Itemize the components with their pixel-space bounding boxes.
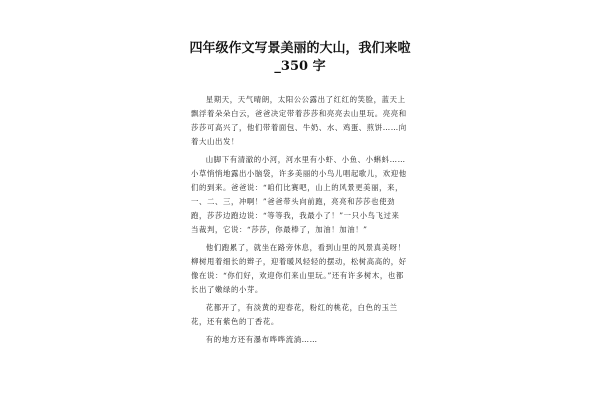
paragraph: 他们跑累了，就坐在路旁休息，看到山里的风景真美呀！柳树甩着细长的辫子，迎着暖风轻轻的摆动，松树高高的，好像在说：“你们好，欢迎你们来山里玩。”还有许多树木，也都长出了嫩绿的小芽。: [191, 243, 407, 294]
paragraph: 星期天，天气晴朗，太阳公公露出了红红的笑脸，蓝天上飘浮着朵朵白云，爸爸决定带着莎莎和亮亮去山里玩。亮亮和莎莎可高兴了，他们带着面包、牛奶、水、鸡蛋、煎饼……向着大山出发！: [191, 95, 407, 146]
paragraph: 花都开了，有淡黄的迎春花，粉红的桃花，白色的玉兰花，还有紫色的丁香花。: [191, 303, 398, 326]
document-title: 四年级作文写景美丽的大山，我们来啦: [189, 41, 411, 56]
paragraph: 山脚下有清澈的小河，河水里有小虾、小鱼、小蝌蚪……小草悄悄地露出小脑袋，许多美丽的小鸟儿唱起歌儿，欢迎他们的到来。爸爸说：“咱们比赛吧，山上的风景更美丽，来，一、二、三，冲啊！”爸爸带头向前跑，亮亮和莎莎也使劲跑，莎莎边跑边说：“等等我，我最小了！”一只小鸟飞过来当裁判，它说：“莎莎，你最棒了，加油！加油！”: [191, 155, 407, 234]
paragraph: 有的地方还有瀑布哗哗流淌……: [205, 335, 318, 344]
document-subtitle: _350 字: [274, 59, 326, 74]
document-body: [191, 93, 407, 351]
